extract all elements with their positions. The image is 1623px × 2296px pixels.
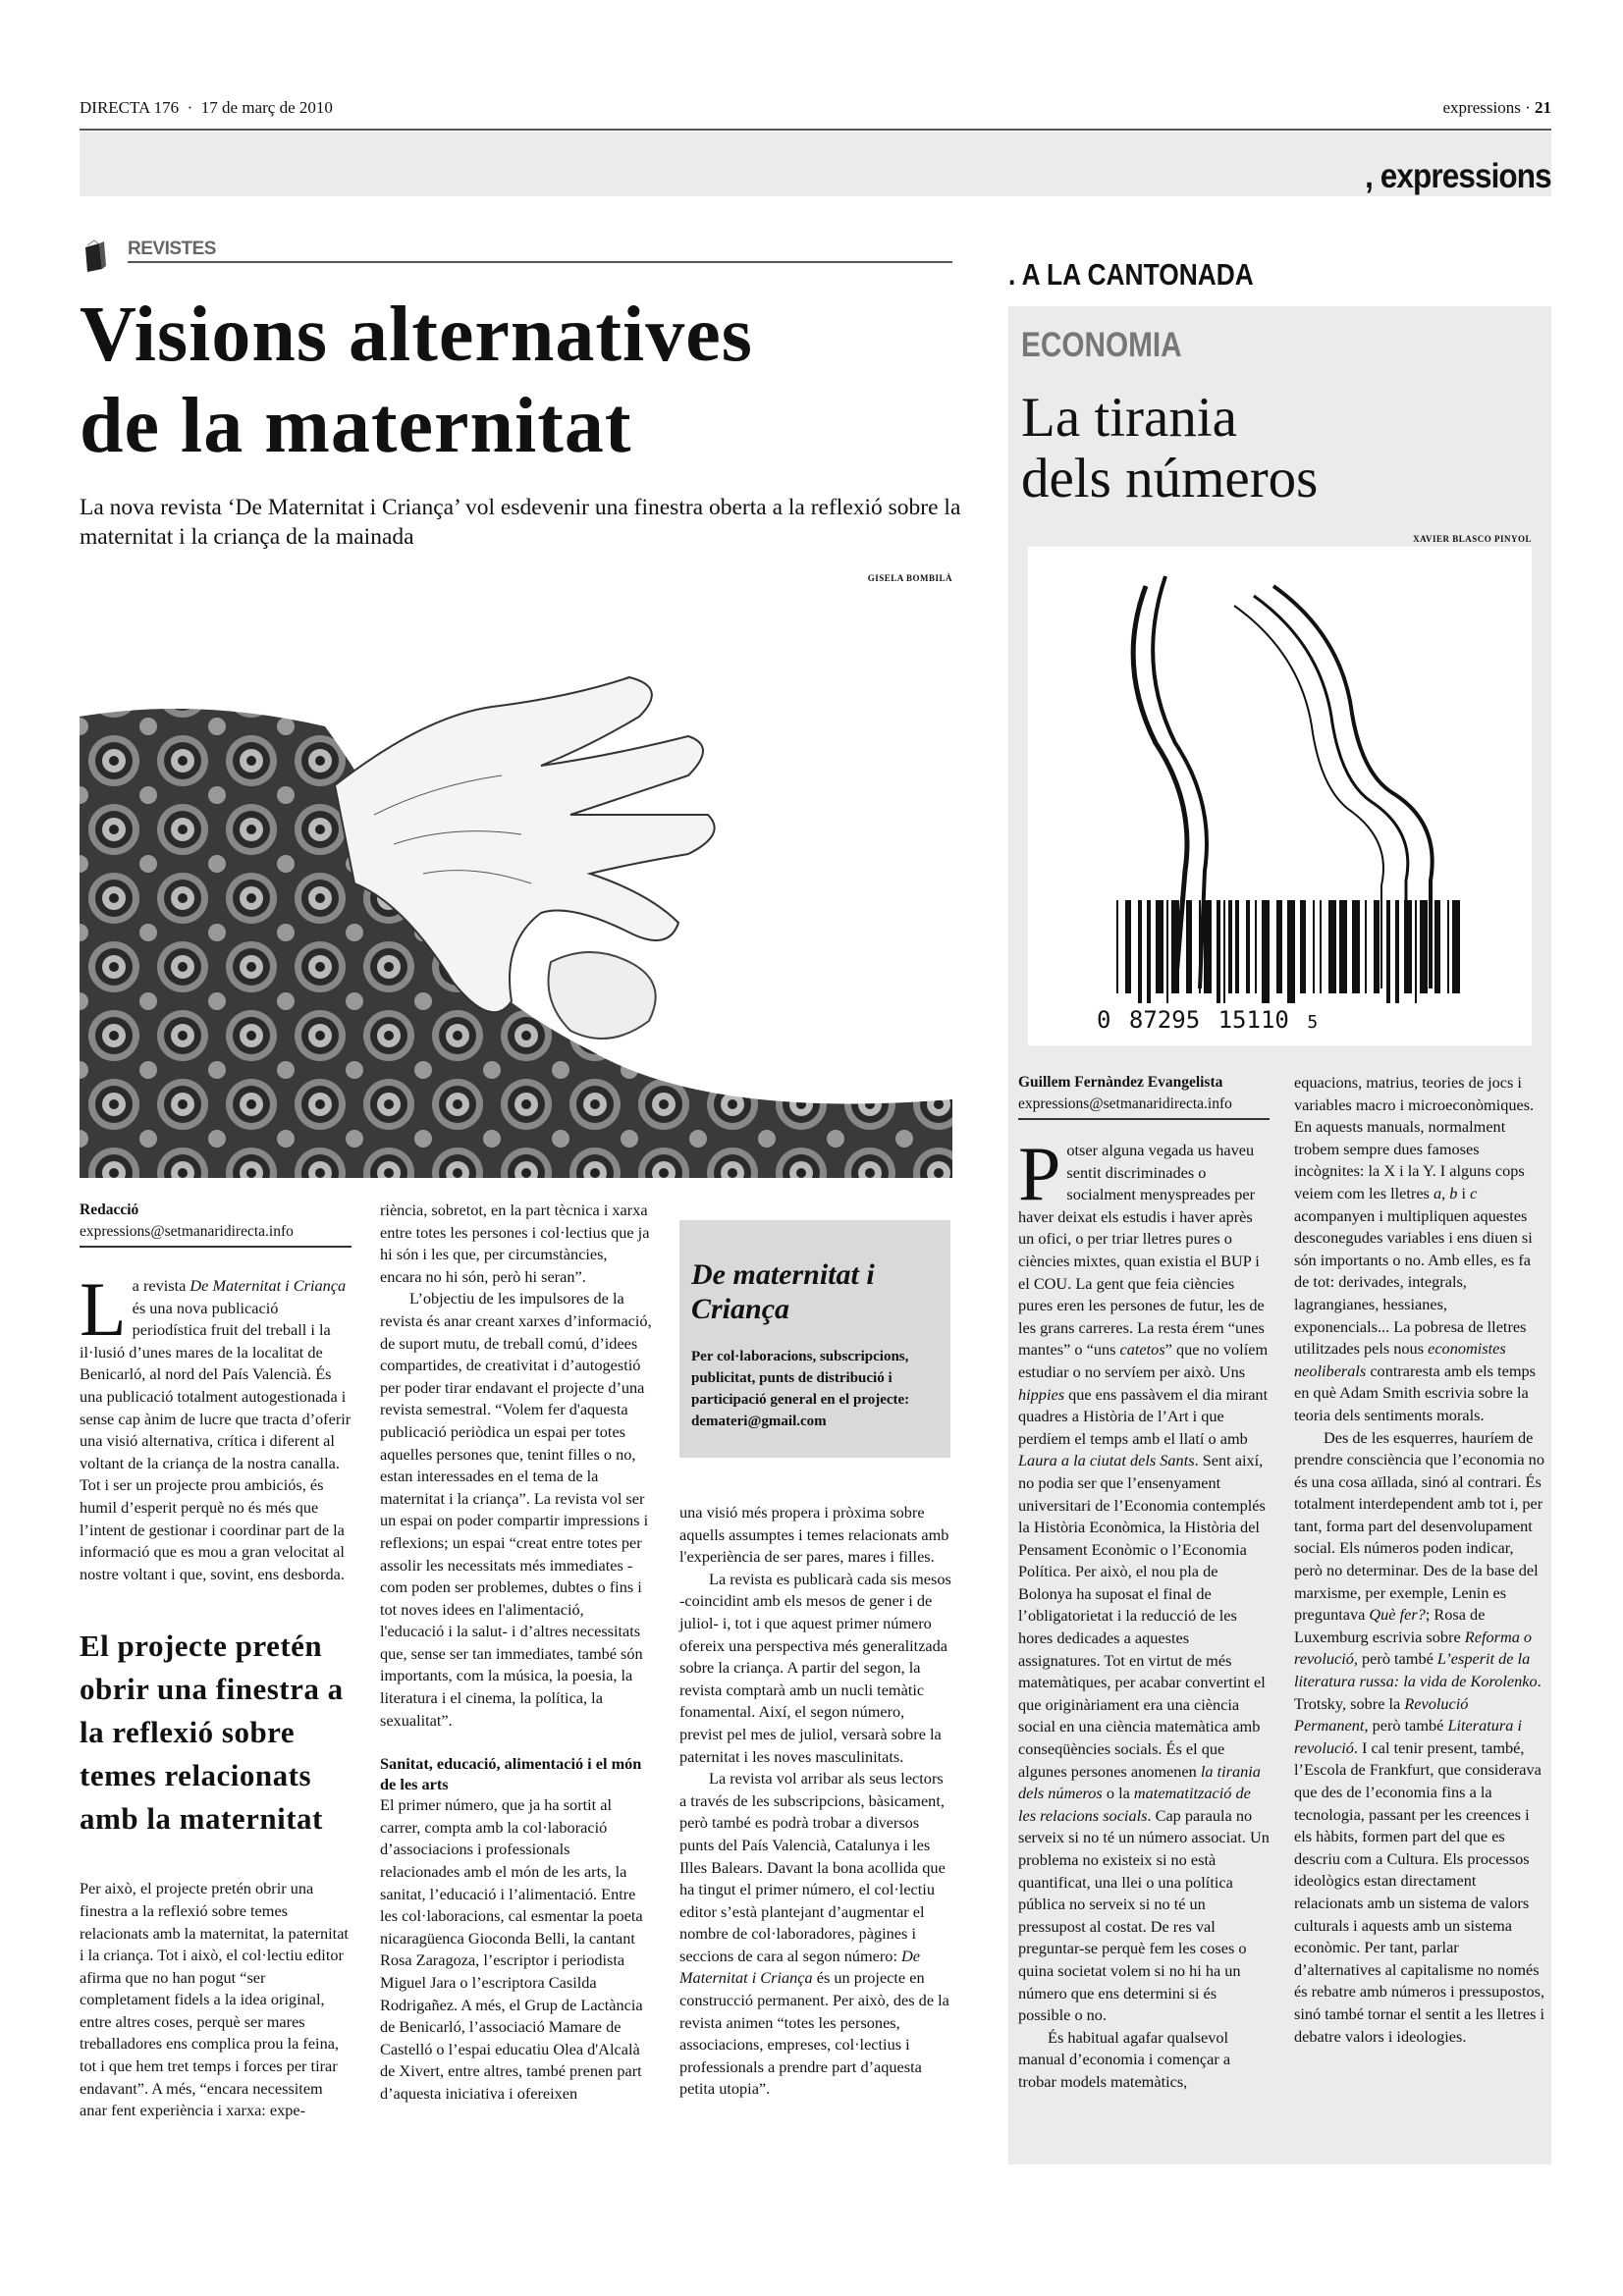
paragraph — [679, 1569, 951, 1768]
body-text: , però també — [1364, 1716, 1448, 1735]
title-line: de la maternitat — [80, 383, 632, 469]
body-text: La revista es publicarà cada sis mesos -coincidint amb els mesos de gener i de juliol- i, tot i que aquest primer número ofereix una perspectiva més generalitzada sobre la criança. A partir del segon, la revista comptarà amb un nucli temàtic fonamental. Així, el segon número, previst pel mes de juliol, versarà sobre la paternitat i les noves masculinitats. — [679, 1569, 951, 1766]
barcode-bar — [1204, 900, 1212, 993]
title-line: La tirania — [1021, 387, 1237, 449]
italic-text: Reforma o revolució — [1294, 1627, 1533, 1669]
barcode-bar — [1386, 900, 1390, 1003]
article-column-1 — [80, 1200, 352, 2122]
italic-text: c — [1470, 1183, 1478, 1202]
barcode-bar — [1447, 900, 1449, 993]
barcode-bar — [1228, 900, 1232, 993]
paragraph — [80, 1878, 352, 2122]
paragraph-text — [1018, 1131, 1270, 2025]
paragraph-text — [1294, 1073, 1536, 1424]
body-text: ” que no volíem estudiar o no servíem per això. Uns — [1018, 1340, 1269, 1381]
paragraph-text — [679, 1570, 951, 1766]
corner-label: . A LA CANTONADA — [1008, 257, 1254, 292]
barcode-illustration — [1028, 547, 1532, 1045]
body-text: És habitual agafar qualsevol manual d’economia i començar a trobar models matemàtics, — [1018, 2027, 1231, 2091]
italic-text: b — [1449, 1183, 1458, 1202]
book-icon — [82, 240, 108, 278]
barcode-bar — [1452, 900, 1460, 993]
body-text: ; Rosa de Luxemburg escrivia sobre — [1294, 1605, 1486, 1646]
body-text: una visió més propera i pròxima sobre aquells assumptes i temes relacionats amb l'experiència de ser pares, mares i filles. — [679, 1503, 949, 1567]
paragraph-text — [380, 1289, 652, 1729]
barcode-digit: 0 — [1097, 1006, 1111, 1034]
title-line: Visions alternatives — [80, 292, 753, 378]
drop-cap: L — [80, 1266, 127, 1352]
byline — [1018, 1072, 1270, 1120]
paragraph — [380, 1200, 652, 1288]
article-column-2 — [380, 1200, 652, 2106]
paragraph-text — [380, 1795, 643, 2103]
barcode-digit: 5 — [1307, 1012, 1319, 1033]
subheading: Sanitat, educació, alimentació i el món de les arts — [380, 1754, 642, 1794]
article-column-4 — [1018, 1072, 1270, 2094]
page-number: 21 — [1535, 98, 1551, 117]
barcode-bar — [1138, 900, 1142, 1003]
hand-illustration — [80, 589, 952, 1178]
article-column-5 — [1294, 1072, 1545, 2048]
paragraph-text — [80, 1879, 349, 2119]
barcode-bar — [1300, 900, 1306, 993]
italic-text: matematització de les relacions socials — [1018, 1784, 1251, 1825]
body-text: El primer número, que ja ha sortit al carrer, compta amb la col·laboració d’associacions i professionals relacionades amb el món de les arts, la sanitat, l’educació i l’alimentació. Entre les col·laboracions, cal esmentar la poeta nicaragüenca Gioconda Belli, la cantant Rosa Zaragoza, l’escriptor i periodista Miguel Jara o l’escriptora Casilda Rodrigañez. A més, el Grup de Lactància de Benicarló, l’associació Mamare de Castelló o l’espai educatiu Olea d'Alcalà de Xivert, entre altres, també prenen part d’aquesta iniciativa i ofereixen — [380, 1795, 643, 2103]
italic-text: Literatura i revolució — [1294, 1716, 1522, 1757]
body-text: i — [1457, 1183, 1471, 1202]
kicker-rule — [128, 261, 952, 263]
barcode-bar — [1262, 900, 1270, 1003]
body-text: . Cap paraula no serveix si no té un número associat. Un problema no existeix si no està quantificat, una llei o una política pública no serveix si no té un pressupost al costat. De res val preguntar-se perquè fem les coses o quina societat volem si no hi ha un número que ens determini si és possible o no. — [1018, 1805, 1270, 2025]
info-box-title: De maternitat i Criança — [691, 1258, 875, 1325]
barcode-bar — [1235, 900, 1239, 993]
illustration-credit: XAVIER BLASCO PINYOL — [1413, 534, 1532, 544]
page-section-info — [1443, 98, 1552, 118]
barcode-bar — [1404, 900, 1412, 993]
author-email[interactable]: expressions@setmanaridirecta.info — [80, 1223, 294, 1240]
barcode-bar — [1395, 900, 1399, 1003]
italic-text: catetos — [1119, 1340, 1165, 1360]
barcode-bar — [1420, 900, 1428, 993]
drop-cap: P — [1018, 1131, 1061, 1216]
italic-text: L’esperit de la literatura russa: la vida de Korolenko — [1294, 1649, 1538, 1691]
title-line: dels números — [1021, 448, 1319, 509]
barcode-bar — [1313, 900, 1315, 993]
barcode-bar — [1147, 900, 1151, 1003]
body-text: . Sent així, no podia ser que l’ensenyament universitari de l’Economia contemplés la Història Econòmica, la Història del Pensament Econòmic o l’Economia Política. Per això, el nou pla de Bolonya ha suposat el final de l’obligatorietat i la reducció de les hores dedicades a aquestes assignatures. Tot en virtut de més matemàtiques, per acabar convertint el que originàriament era una ciència social en una ciència matemàtica amb conseqüències socials. És el que algunes persones anomenen — [1018, 1451, 1266, 1781]
section-kicker: REVISTES — [128, 239, 216, 259]
barcode-bar — [1116, 900, 1118, 993]
author-name: Redacció — [80, 1201, 139, 1218]
barcode-bar — [1339, 900, 1347, 993]
body-text: . I cal tenir present, també, l’Escola de Frankfurt, que considerava que des de l’economia fins a la tecnologia, passant per les creences i els hàbits, formen part del que es descriu com a Cultura. Els processos ideològics estan directament relacionats amb un sistema de valors culturals i aquests amb un sistema econòmic. Per tant, parlar d’alternatives al capitalisme no només és rebatre amb números i pressupostos, sinó també tornar el sentit a les lletres i debatre valors i ideologies. — [1294, 1737, 1545, 2046]
paragraph — [1294, 1072, 1545, 1427]
issue-date: 17 de març de 2010 — [200, 98, 333, 117]
paragraph — [1294, 1427, 1545, 2049]
publication-name: DIRECTA 176 — [80, 98, 180, 117]
paragraph — [80, 1266, 352, 1585]
italic-text: Revolució Permanent — [1294, 1693, 1469, 1735]
body-text: que ens passàvem el dia mirant quadres a Història de l’Art i que perdíem el temps amb el llatí o amb — [1018, 1384, 1269, 1448]
body-text: , però també — [1353, 1649, 1437, 1669]
barcode-bar — [1365, 900, 1367, 993]
body-text: o la — [1102, 1784, 1134, 1803]
barcode-bar — [1415, 900, 1417, 1003]
barcode-bar — [1434, 900, 1440, 993]
barcode-bar — [1287, 900, 1295, 1003]
body-text: Des de les esquerres, hauríem de prendre consciència que l’economia no és una cosa aïllada, sinó al contrari. És totalment interdependent amb tot i, per tant, forma part del desenvolupament social. Els números poden indicar, però no determinar. Des de la base del marxisme, per exemple, Lenin es preguntava — [1294, 1427, 1544, 1625]
barcode-digits — [1097, 1006, 1318, 1034]
barcode-bar — [1156, 900, 1163, 993]
paragraph — [679, 1502, 951, 1569]
paragraph-text — [380, 1201, 649, 1286]
author-name: Guillem Fernàndez Evangelista — [1018, 1074, 1223, 1091]
body-text: Per això, el projecte pretén obrir una finestra a la reflexió sobre temes relacionats amb la maternitat, la paternitat i la criança. Tot i això, el col·lectiu editor afirma que no han pogut “ser completament fidels a la idea original, entre altres coses, perquè ser mares treballadores ens complica prou la feina, tot i que hem tret temps i forces per tirar endavant”. A més, “encara necessitem anar fent experiència i xarxa: expe- — [80, 1879, 349, 2120]
barcode-bar — [1320, 900, 1322, 993]
section-banner: , expressions — [1365, 157, 1551, 195]
barcode-bar — [1199, 900, 1201, 993]
barcode-bar — [1186, 900, 1192, 993]
italic-text: economistes neoliberals — [1294, 1339, 1506, 1380]
italic-text: Laura a la ciutat dels Sants — [1018, 1451, 1195, 1470]
header-rule — [80, 129, 1551, 131]
paragraph — [1018, 2027, 1270, 2094]
barcode-bar — [1374, 900, 1380, 993]
barcode-bar — [1255, 900, 1257, 993]
body-text: La revista vol arribar als seus lectors a través de les subscripcions, bàsicament, però també es podrà trobar a diversos punts del País Valencià, Catalunya i les Illes Balears. Davant la bona acollida que ha tingut el primer número, el col·lectiu editor s’està plantejant d’augmentar el nombre de col·laboradores, pàgines i seccions de cara al segon número: — [679, 1769, 946, 1965]
barcode-bar — [1217, 900, 1220, 1003]
barcode-bar — [1171, 900, 1179, 993]
body-text: riència, sobretot, en la part tècnica i xarxa entre totes les persones i col·lectius que ja hi són i les que, per circumstàncies, encara no hi són, però hi seran”. — [380, 1201, 650, 1286]
body-text: , — [1441, 1183, 1450, 1202]
paragraph — [380, 1794, 652, 2105]
italic-text: a — [1433, 1183, 1442, 1202]
body-text: acompanyen i multipliquen aquestes desconegudes variables i ens diuen si són importants o no. Amb elles, es fa de tot: derivades, integrals, lagrangianes, hessianes, exponencials... La pobresa de lletres utilitzades pels nous — [1294, 1205, 1533, 1359]
byline — [80, 1200, 352, 1248]
body-text: és un projecte en construcció permanent. Per això, des de la revista animen “totes les persones, associacions, empreses, col·lectius i professionals a prendre part d’aquesta petita utopia”. — [679, 1968, 949, 2099]
article-title — [80, 290, 753, 472]
paragraph-text — [1294, 1428, 1544, 2046]
barcode-bar — [1276, 900, 1282, 993]
article-column-3 — [679, 1502, 951, 2101]
body-text: equacions, matrius, teories de jocs i variables macro i microeconòmiques. En aquests manuals, normalment trobem sempre dues famoses incògnites: la X i la Y. I alguns cops veiem com les lletres — [1294, 1073, 1535, 1202]
body-text: otser alguna vegada us haveu sentit discriminades o socialment menyspreades per haver deixat els estudis i haver après un ofici, o per triar lletres pures o ciències mixtes, quan existia el BUP i el COU. La gent que feia ciències pures eren les persones de futur, les de les grans carreres. La resta érem “unes mantes” o “uns — [1018, 1141, 1265, 1360]
barcode-bar — [1166, 900, 1168, 1003]
paragraph — [679, 1768, 951, 2101]
barcode-bar — [1246, 900, 1250, 993]
body-text: . Trotsky, sobre la — [1294, 1672, 1542, 1713]
author-email[interactable]: expressions@setmanaridirecta.info — [1018, 1095, 1232, 1112]
body-text: L’objectiu de les impulsores de la revista és anar creant xarxes d’informació, de suport mutu, de treball comú, d’idees compartides, de creativitat i d’autogestió per poder tirar endavant el projecte d’una revista semestral. “Volem fer d'aquesta publicació periòdica un espai per totes aquelles persones que, tenint filles o no, estan interessades en el tema de la maternitat i la criança”. La revista vol ser un espai on poder compartir impressions i reflexions; un espai “creat entre totes per assolir les necessitats més immediates -com poden ser problemes, dubtes o fins i tot noves idees en l'alimentació, l'educació i la salut- i d’altres necessitats que, sense ser tan immediates, també són importants, com la música, la poesia, la literatura i el cinema, la política, la sexualitat”. — [380, 1289, 652, 1730]
separator: · — [1525, 98, 1531, 117]
italic-text: De Maternitat i Criança — [679, 1946, 921, 1988]
photo-credit: GISELA BOMBILÀ — [867, 573, 952, 583]
barcode-digit: 87295 — [1128, 1006, 1201, 1034]
separator: · — [187, 98, 193, 117]
italic-text: hippies — [1018, 1384, 1065, 1404]
paragraph-text — [679, 1769, 949, 2098]
barcode-bar — [1125, 900, 1131, 993]
issue-info — [80, 98, 333, 118]
italic-text: Què fer? — [1369, 1605, 1426, 1625]
header-band — [80, 132, 1551, 196]
paragraph-text — [679, 1503, 948, 1566]
section-name: expressions — [1442, 98, 1521, 117]
article-subtitle: La nova revista ‘De Maternitat i Criança’ vol esdevenir una finestra oberta a la reflexió sobre la maternitat i la criança de la mainada — [80, 495, 961, 550]
info-box-text: Per col·laboracions, subscripcions, publicitat, punts de distribució i participació general en el projecte: demateri@gmail.com — [691, 1349, 910, 1429]
barcode-bar — [1223, 900, 1225, 1003]
article-title — [1021, 388, 1318, 509]
info-box — [679, 1220, 950, 1458]
paragraph — [1018, 1131, 1270, 2027]
italic-text: De Maternitat i Criança — [189, 1276, 347, 1295]
paragraph — [380, 1288, 652, 1732]
italic-text: la tirania dels números — [1018, 1761, 1261, 1803]
body-text: a revista — [132, 1276, 190, 1295]
body-text: és una nova publicació periodística fruit del treball i la il·lusió d’unes mares de la localitat de Benicarló, al nord del País Valencià. És una publicació totalment autogestionada i sense cap ànim de lucre que tracta d’oferir una visió alternativa, crítica i diferent al voltant de la criança de la nostra canalla. Tot i ser un projecte prou ambiciós, és humil d’esperit perquè no és més que l’intent de gestionar i coordinar part de la informació que es mou a gran velocitat al nostre voltant i que, sovint, ens desborda. — [80, 1298, 352, 1583]
barcode-digit: 15110 — [1217, 1006, 1289, 1034]
barcode-bar — [1352, 900, 1360, 993]
section-kicker: ECONOMIA — [1021, 326, 1182, 364]
barcode-bar — [1328, 900, 1336, 993]
body-text: contraresta amb els temps en què Adam Smith escrivia sobre la teoria dels sentiments morals. — [1294, 1361, 1536, 1424]
paragraph-text — [1018, 2028, 1230, 2091]
pull-quote: El projecte pretén obrir una finestra a la reflexió sobre temes relacionats amb la maternitat — [80, 1629, 344, 1837]
